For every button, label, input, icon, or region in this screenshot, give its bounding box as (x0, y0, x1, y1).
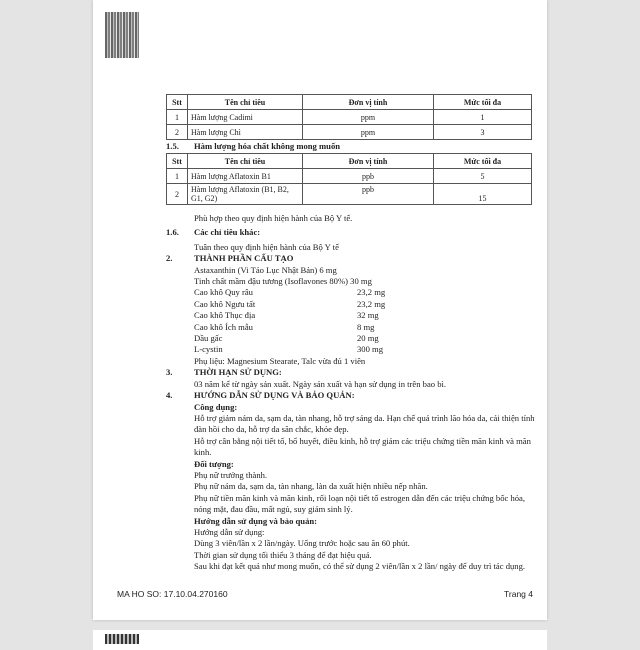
cell: Hàm lượng Aflatoxin (B1, B2, G1, G2) (188, 184, 303, 205)
cell: 1 (434, 110, 532, 125)
paragraph: 03 năm kể từ ngày sản xuất. Ngày sản xuất và hạn sử dụng in trên bao bì. (194, 378, 447, 389)
table-header (167, 95, 532, 110)
table-row (167, 184, 532, 205)
cell: ppb (303, 169, 434, 184)
subheading: Hướng dẫn sử dụng và bảo quản: (194, 515, 318, 526)
section-1-6-heading: 1.6. Các chỉ tiêu khác: (166, 227, 261, 238)
ingredient: Astaxanthin (Vi Tảo Lục Nhật Bản) 6 mg (194, 264, 337, 275)
cell: 5 (434, 169, 532, 184)
section-2-heading: 2. THÀNH PHẦN CẤU TẠO (166, 253, 294, 264)
paragraph: Phụ nữ tiền mãn kinh và mãn kinh, rối loạn nội tiết tố estrogen dẫn đến các triệu chứng bốc hỏa, nóng mặt, đau đầu, mất ngủ, suy giảm sinh lý. (194, 492, 526, 515)
th: Đơn vị tính (303, 95, 434, 110)
qr-code (105, 12, 139, 58)
cell: 2 (167, 184, 188, 205)
paragraph: Phụ nữ trưởng thành. (194, 469, 268, 480)
th: Tên chỉ tiêu (188, 95, 303, 110)
th: Stt (167, 154, 188, 169)
excipient: Phụ liệu: Magnesium Stearate, Talc vừa đủ 1 viên (194, 355, 366, 366)
ingredient: Cao khô Ích mẫu 8 mg (194, 321, 375, 332)
table-header (167, 154, 532, 169)
cell: 2 (167, 125, 188, 140)
subheading: Đối tượng: (194, 458, 234, 469)
aflatoxin-table (166, 153, 532, 205)
note: Phù hợp theo quy định hiện hành của Bộ Y tế. (194, 213, 353, 223)
subheading: Công dụng: (194, 401, 238, 412)
cell: ppb (303, 184, 434, 205)
table-row (167, 169, 532, 184)
document-page (93, 0, 547, 620)
next-page (93, 630, 547, 650)
heavy-metals-table (166, 94, 532, 140)
paragraph: Sau khi đạt kết quả như mong muốn, có thể sử dụng 2 viên/lần x 2 lần/ ngày để duy trì tác dụng. (194, 561, 526, 572)
paragraph: Hỗ trợ giảm nám da, sạm da, tàn nhang, hỗ trợ sáng da. Hạn chế quá trình lão hóa da, cải thiện tính đàn hồi cho da, hỗ trợ da săn chắc, khỏe đẹp. (194, 412, 535, 435)
table-row (167, 125, 532, 140)
page-footer (117, 589, 533, 599)
page-number: Trang 4 (504, 589, 533, 599)
cell: 15 (434, 184, 532, 205)
cell: 1 (167, 110, 188, 125)
cell: Hàm lượng Aflatoxin B1 (188, 169, 303, 184)
paragraph: Hỗ trợ cân bằng nội tiết tố, bổ huyết, điều kinh, hỗ trợ giảm các triệu chứng tiền mãn kinh và mãn kinh. (194, 435, 531, 458)
paragraph: Tuân theo quy định hiện hành của Bộ Y tế (194, 241, 339, 252)
th: Stt (167, 95, 188, 110)
section-1-5-heading: 1.5. Hàm lượng hóa chất không mong muốn (166, 141, 341, 151)
cell: 1 (167, 169, 188, 184)
section-4-heading: 4. HƯỚNG DẪN SỬ DỤNG VÀ BẢO QUẢN: (166, 390, 355, 401)
ingredient: Cao khô Ngưu tất 23,2 mg (194, 298, 386, 309)
ingredient: L-cystin 300 mg (194, 344, 384, 355)
paragraph: Phụ nữ nám da, sạm da, tàn nhang, làn da xuất hiện nhiều nếp nhăn. (194, 481, 428, 492)
cell: 3 (434, 125, 532, 140)
cell: ppm (303, 125, 434, 140)
ingredient: Cao khô Thục địa 32 mg (194, 310, 379, 321)
dossier-code: MA HO SO: 17.10.04.270160 (117, 589, 228, 599)
cell: Hàm lượng Chì (188, 125, 303, 140)
table-row (167, 110, 532, 125)
th: Mức tối đa (434, 95, 532, 110)
ingredient: Dầu gấc 20 mg (194, 333, 379, 344)
paragraph: Dùng 3 viên/lần x 2 lần/ngày. Uống trước hoặc sau ăn 60 phút. (194, 538, 410, 549)
ingredient: Tinh chất mầm đậu tương (Isoflavones 80%) 30 mg (194, 276, 372, 287)
th: Đơn vị tính (303, 154, 434, 169)
paragraph: Thời gian sử dụng tối thiểu 3 tháng để đạt hiệu quả. (194, 549, 372, 560)
cell: Hàm lượng Cadimi (188, 110, 303, 125)
cell: ppm (303, 110, 434, 125)
paragraph: Hướng dẫn sử dụng: (194, 526, 265, 537)
th: Mức tối đa (434, 154, 532, 169)
th: Tên chỉ tiêu (188, 154, 303, 169)
ingredient: Cao khô Quy râu 23,2 mg (194, 287, 386, 298)
section-3-heading: 3. THỜI HẠN SỬ DỤNG: (166, 367, 282, 378)
qr-code (105, 634, 139, 644)
